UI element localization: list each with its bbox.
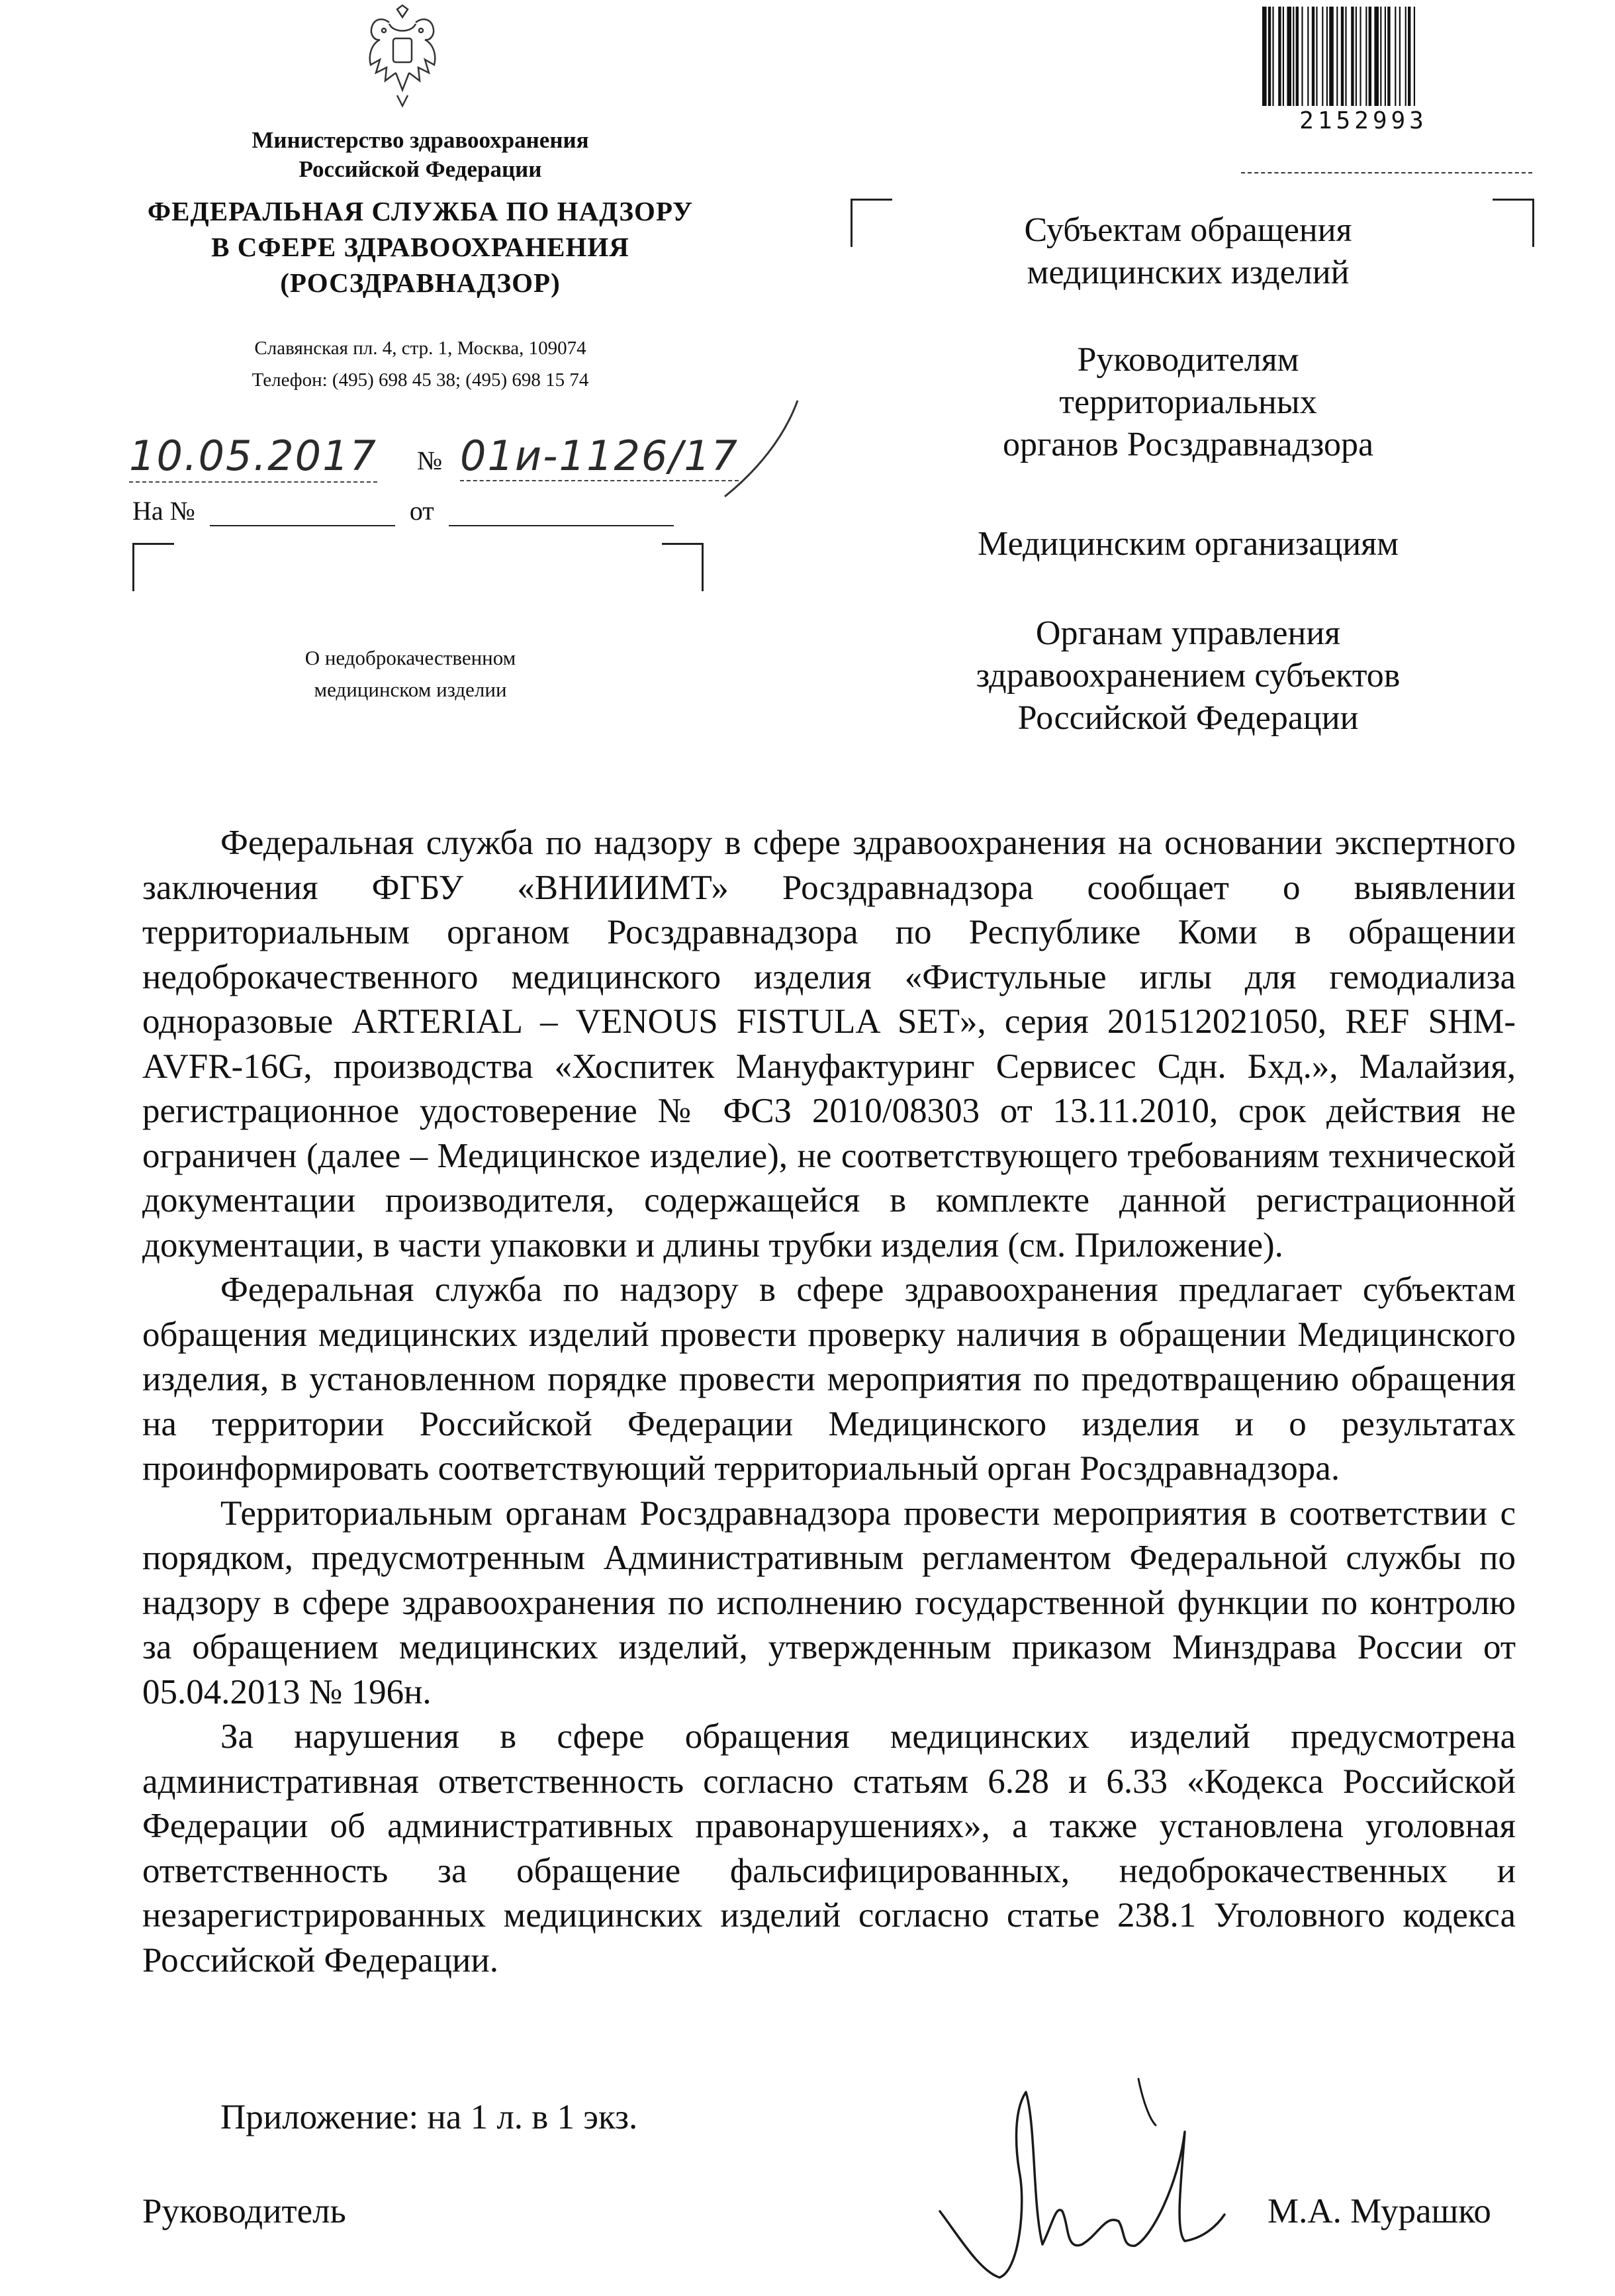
letter-body	[142, 821, 1516, 1983]
addressee-3-line-1: Медицинским организациям	[978, 525, 1399, 563]
reference-number-blank	[210, 499, 395, 526]
addressee-3	[887, 523, 1489, 565]
barcode-icon	[1261, 7, 1466, 106]
agency-line-1: ФЕДЕРАЛЬНАЯ СЛУЖБА ПО НАДЗОРУ	[147, 196, 694, 226]
agency-line-3: (РОСЗДРАВНАДЗОР)	[280, 267, 561, 298]
registration-number: 01и-1126/17	[460, 432, 739, 480]
subject-corner-left	[132, 543, 174, 591]
addressee-1	[887, 209, 1489, 294]
addressee-2-line-2: территориальных	[1059, 383, 1317, 421]
registration-date: 10.05.2017	[129, 432, 377, 483]
body-paragraph-4: За нарушения в сфере обращения медицинских изделий предусмотрена административная ответственность согласно статьям 6.28 и 6.33 «Кодекса Российской Федерации об административных правонарушениях», а также установлена уголовная ответственность за обращение фальсифицированных, недоброкачественных и незарегистрированных медицинских изделий согласно статье 238.1 Уголовного кодекса Российской Федерации.	[142, 1717, 1516, 1980]
body-paragraph-2: Федеральная служба по надзору в сфере здравоохранения предлагает субъектам обращения медицинских изделий провести проверку наличия в обращении Медицинского изделия, в установленном порядке провести мероприятия по предотвращению обращения на территории Российской Федерации Медицинского изделия и о результатах проинформировать соответствующий территориальный орган Росздравнадзора.	[142, 1270, 1516, 1488]
reference-from-label: от	[409, 496, 434, 526]
agency-name	[119, 193, 721, 301]
letter-subject	[199, 642, 622, 706]
address-line-1: Славянская пл. 4, стр. 1, Москва, 109074	[254, 338, 586, 359]
addressee-4	[887, 612, 1489, 740]
ministry-line-2: Российской Федерации	[299, 156, 542, 182]
body-paragraph-1: Федеральная служба по надзору в сфере здравоохранения на основании экспертного заключения ФГБУ «ВНИИИМТ» Росздравнадзора сообщает о выявлении территориальным органом Росздравнадзора по Республике Коми в обращении недоброкачественного медицинского изделия «Фистульные иглы для гемодиализа одноразовые ARTERIAL – VENOUS FISTULA SET», серия 201512021050, REF SHM-AVFR-16G, производства «Хоспитек Мануфактуринг Сервисес Сдн. Бхд.», Малайзия, регистрационное удостоверение № ФСЗ 2010/08303 от 13.11.2010, срок действия не ограничен (далее – Медицинское изделие), не соответствующего требованиям технической документации производителя, содержащейся в комплекте данной регистрационной документации, в части упаковки и длины трубки изделия (см. Приложение).	[142, 824, 1516, 1265]
addressee-4-line-3: Российской Федерации	[1017, 699, 1359, 737]
signer-name: М.А. Мурашко	[1268, 2192, 1491, 2230]
addressee-4-line-2: здравоохранением субъектов	[976, 657, 1401, 694]
reference-label: На №	[132, 496, 195, 526]
addressee-1-line-1: Субъектам обращения	[1024, 211, 1352, 249]
body-paragraph-3: Территориальным органам Росздравнадзора провести мероприятия в соответствии с порядком, предусмотренным Административным регламентом Федеральной службы по надзору в сфере здравоохранения по исполнению государственной функции по контролю за обращением медицинских изделий, утвержденным приказом Минздрава России от 05.04.2013 № 196н.	[142, 1494, 1516, 1711]
addressee-corner-left	[851, 199, 892, 247]
ministry-line-1: Министерство здравоохранения	[252, 127, 589, 153]
agency-line-2: В СФЕРЕ ЗДРАВООХРАНЕНИЯ	[211, 232, 629, 262]
addressee-1-line-2: медицинских изделий	[1027, 254, 1350, 291]
double-headed-eagle-emblem-icon	[363, 4, 442, 110]
reference-date-blank	[449, 499, 674, 526]
agency-address	[159, 332, 682, 396]
slash-mark-icon	[718, 397, 837, 503]
barcode-divider	[1241, 172, 1532, 173]
addressee-2-line-1: Руководителям	[1077, 341, 1299, 379]
addressee-2	[887, 339, 1489, 466]
address-line-2: Телефон: (495) 698 45 38; (495) 698 15 74	[252, 369, 589, 391]
handwritten-signature-icon	[920, 2072, 1231, 2291]
registration-row	[129, 432, 817, 485]
signer-title: Руководитель	[142, 2192, 346, 2230]
subject-line-1: О недоброкачественном	[304, 646, 516, 669]
subject-corner-right	[662, 543, 704, 591]
addressee-corner-right	[1493, 199, 1534, 247]
addressee-4-line-1: Органам управления	[1035, 614, 1341, 652]
barcode-number: 2152993	[1299, 107, 1428, 134]
addressee-2-line-3: органов Росздравнадзора	[1002, 426, 1374, 463]
reference-row	[132, 495, 728, 526]
registration-number-label: №	[417, 446, 443, 475]
subject-line-2: медицинском изделии	[314, 678, 507, 701]
attachment-note: Приложение: на 1 л. в 1 экз.	[220, 2098, 638, 2136]
ministry-name	[165, 126, 675, 184]
